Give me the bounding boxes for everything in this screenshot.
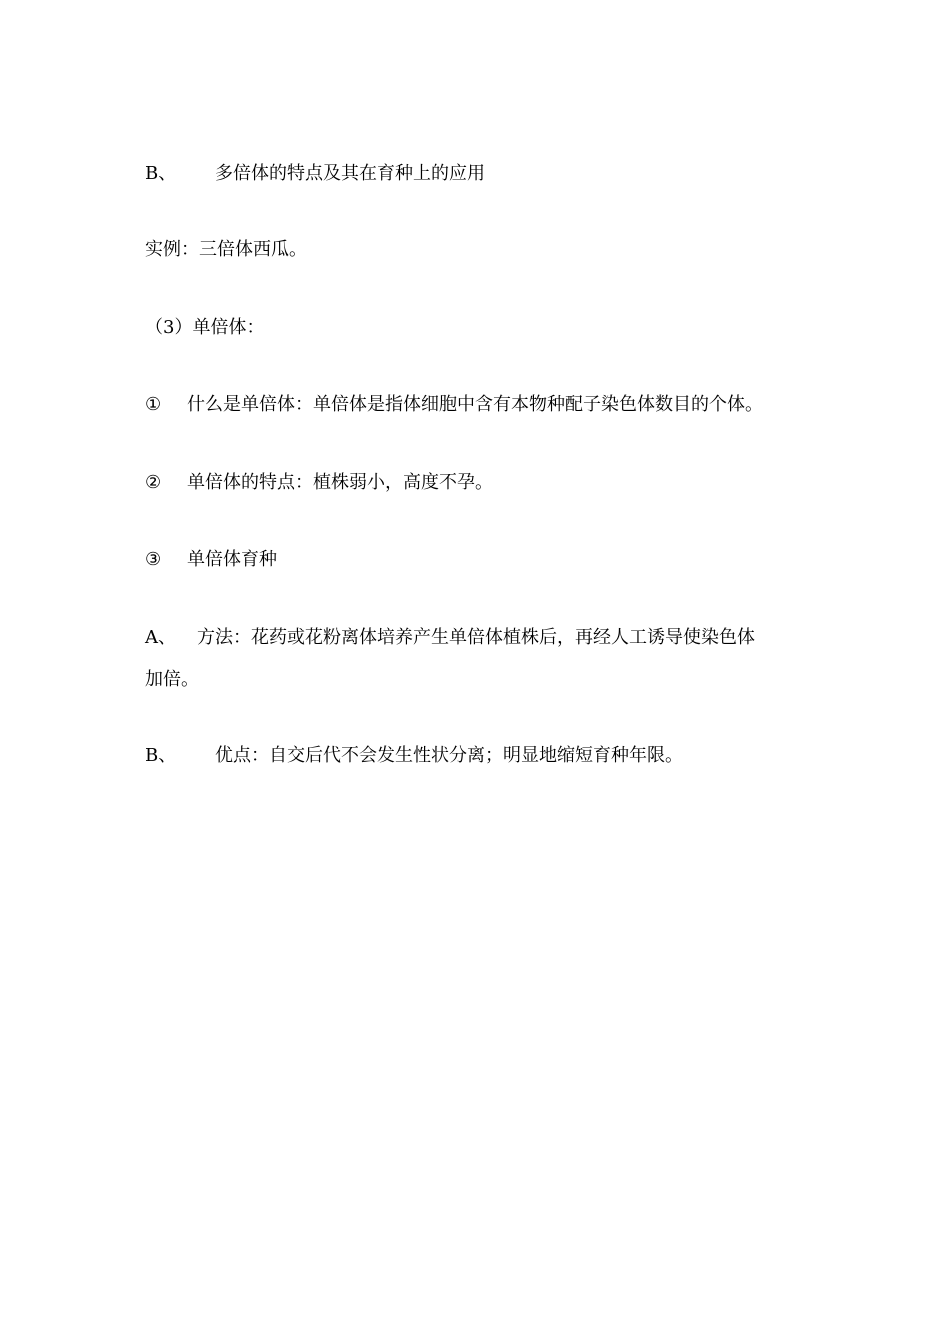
method-line-continuation (145, 668, 199, 692)
list-marker: A、 (145, 627, 176, 648)
list-item-1 (145, 393, 763, 417)
method-line (145, 626, 755, 650)
list-marker: ③ (145, 549, 162, 570)
paragraph-text: 多倍体的特点及其在育种上的应用 (215, 163, 485, 184)
list-marker: B、 (145, 163, 177, 184)
paragraph-text: 什么是单倍体：单倍体是指体细胞中含有本物种配子染色体数目的个体。 (187, 394, 763, 415)
paragraph-text: 优点：自交后代不会发生性状分离；明显地缩短育种年限。 (215, 745, 683, 766)
paragraph-text: （3）单倍体： (145, 317, 265, 338)
example-line (145, 238, 307, 262)
list-item-2 (145, 471, 493, 495)
list-marker: ② (145, 472, 162, 493)
paragraph-text: 加倍。 (145, 669, 199, 690)
paragraph-text: 单倍体的特点：植株弱小，高度不孕。 (187, 472, 493, 493)
list-marker: B、 (145, 745, 177, 766)
paragraph-text: 方法：花药或花粉离体培养产生单倍体植株后，再经人工诱导使染色体 (197, 627, 755, 648)
section-heading-haploid (145, 316, 264, 340)
paragraph-text: 单倍体育种 (187, 549, 277, 570)
section-heading-polyploid (145, 162, 485, 186)
list-marker: ① (145, 394, 162, 415)
advantage-line (145, 744, 683, 768)
list-item-3 (145, 548, 277, 572)
paragraph-text: 实例：三倍体西瓜。 (145, 239, 307, 260)
